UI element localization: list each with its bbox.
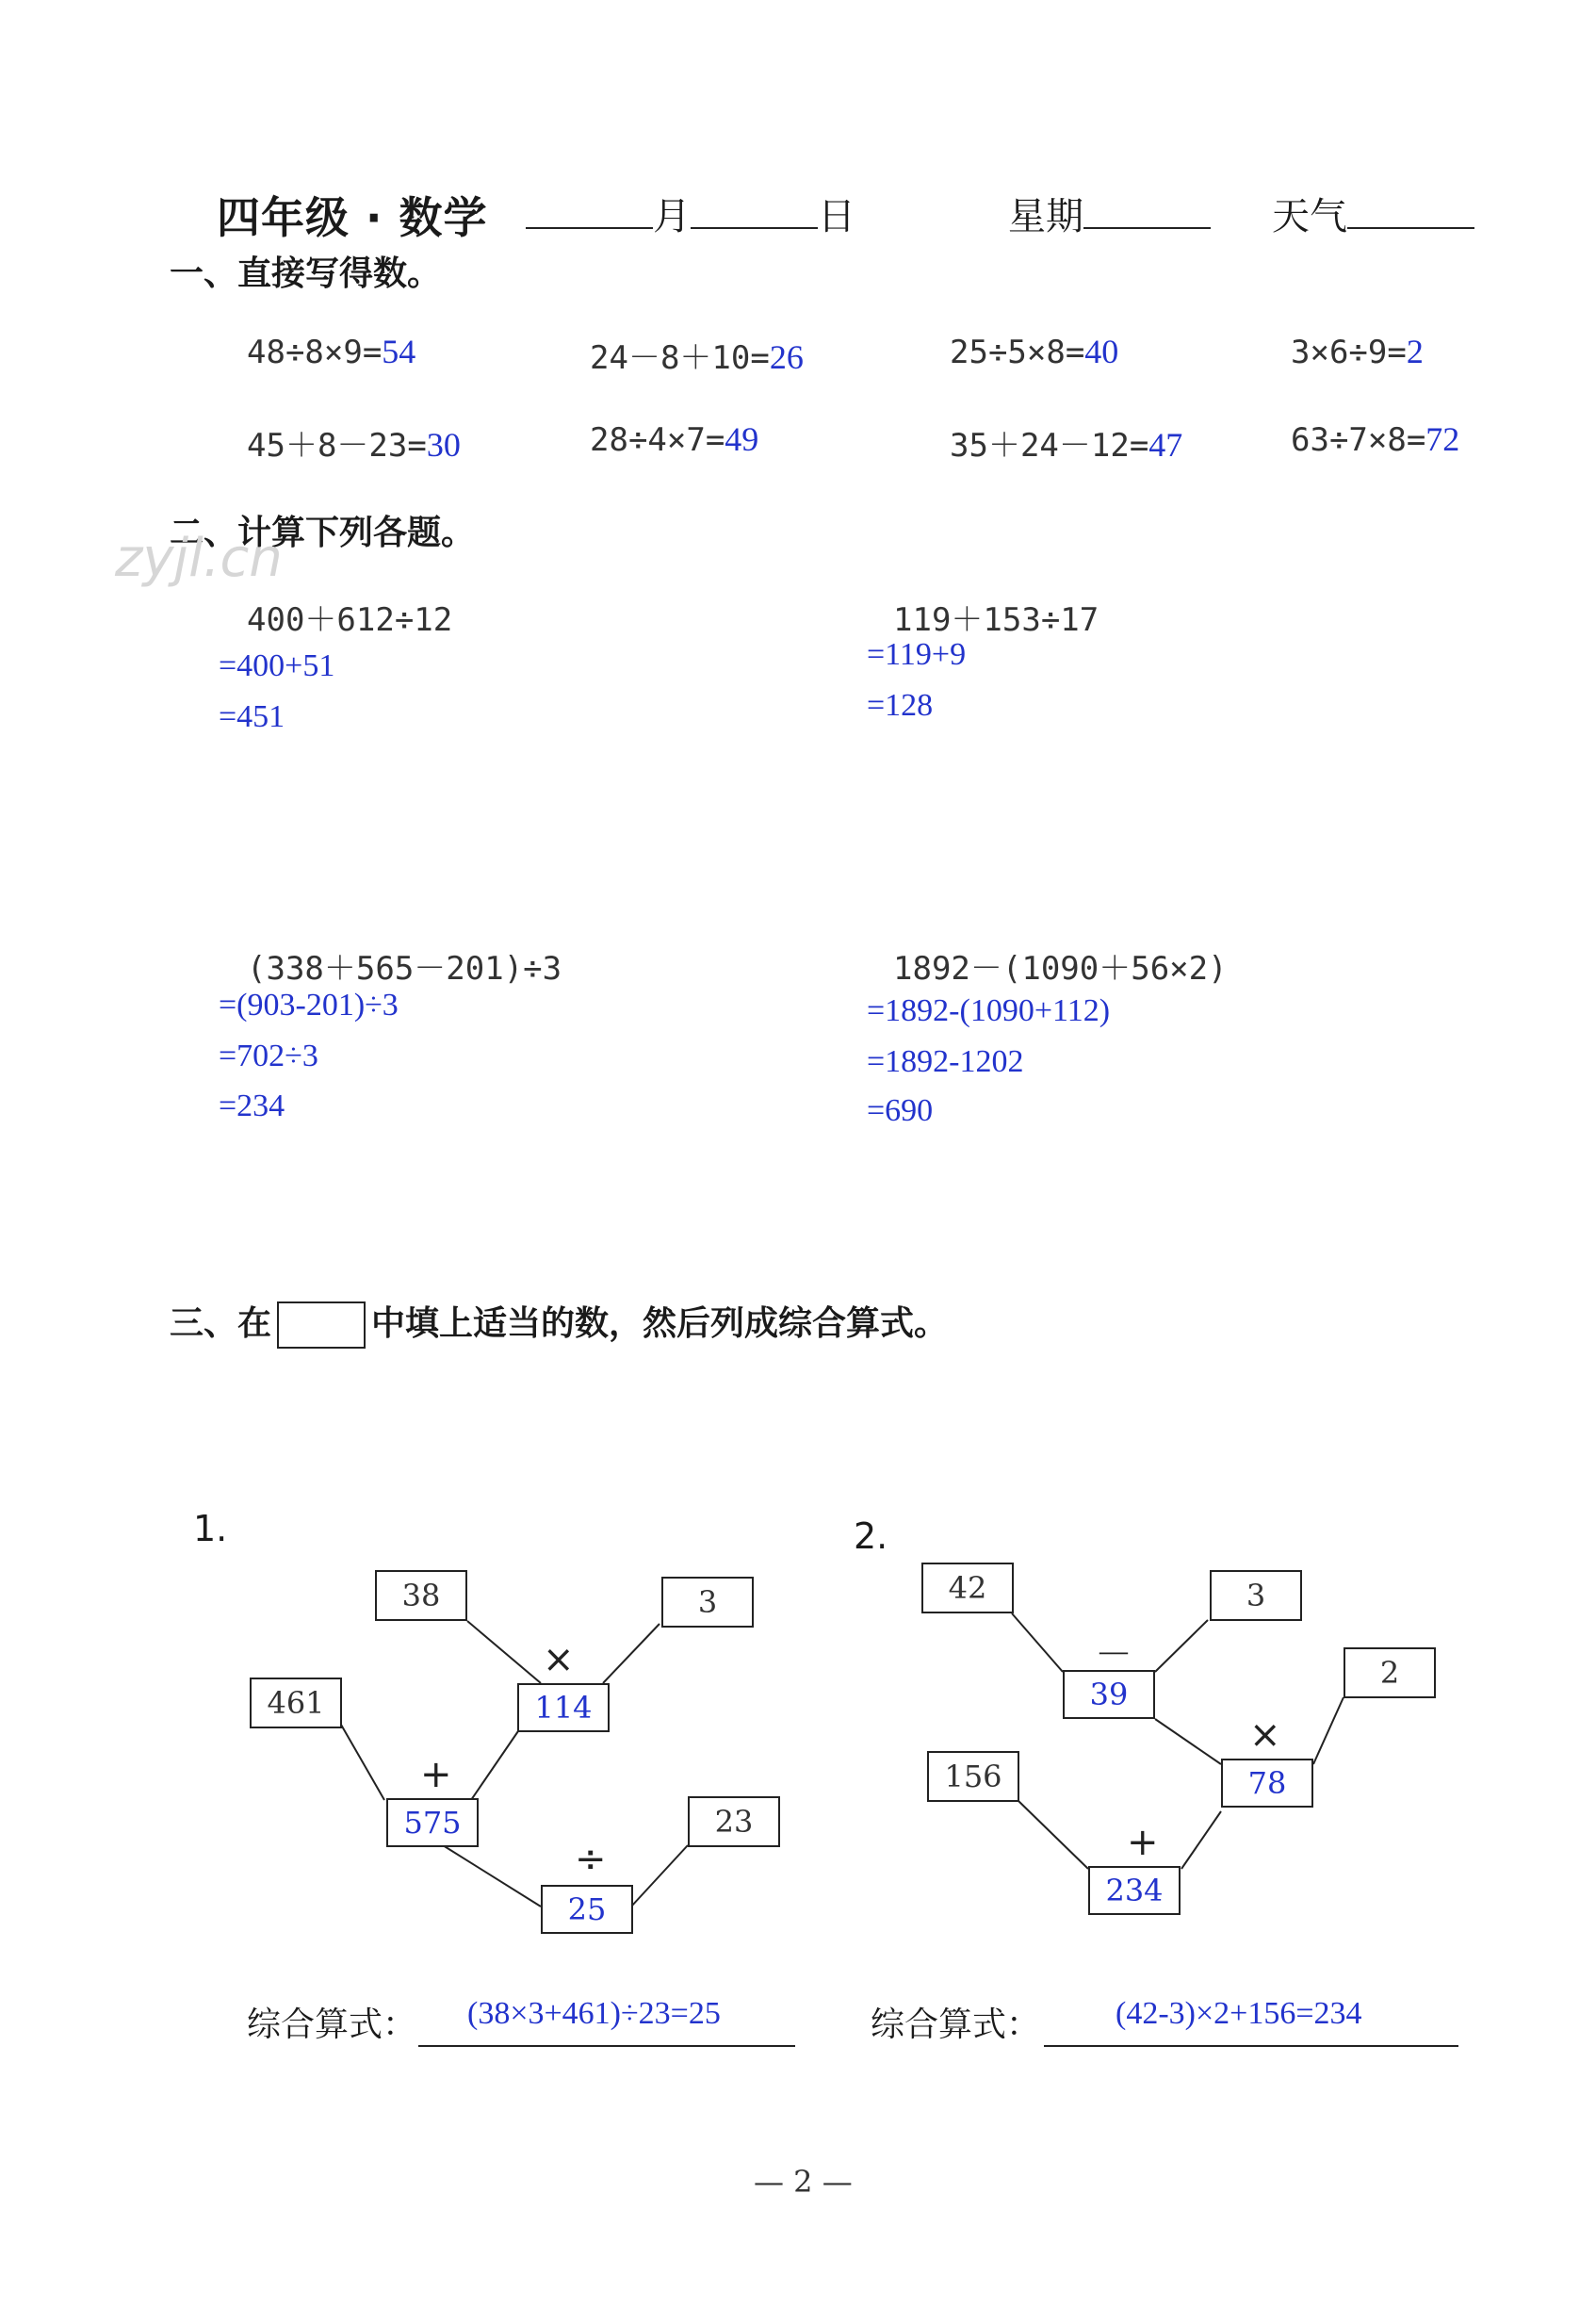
diagram2-answer-box[interactable]: 78 [1221, 1759, 1313, 1808]
oral-item: 48÷8×9=54 [247, 333, 416, 371]
minus-operator: － [1095, 1633, 1132, 1677]
calc-problem: 119＋153÷17 [893, 601, 1099, 639]
calc-step: =702÷3 [219, 1039, 318, 1073]
oral-item: 63÷7×8=72 [1291, 420, 1460, 459]
diagram2-given-box: 42 [921, 1563, 1014, 1613]
diagram2-formula[interactable]: (42-3)×2+156=234 [1116, 1996, 1362, 2031]
watermark: zyjl.cn [115, 528, 283, 589]
diagram1-given-box: 461 [250, 1678, 342, 1728]
plus-operator: + [1127, 1821, 1159, 1864]
diagram2-answer-box[interactable]: 234 [1088, 1866, 1181, 1915]
diagram1-answer-box[interactable]: 575 [386, 1798, 479, 1847]
diagram1-formula-label: 综合算式： [247, 2005, 417, 2044]
diagram1-given-box: 38 [375, 1570, 467, 1621]
diagram2-formula-label: 综合算式： [871, 2005, 1041, 2044]
calc-step: =119+9 [867, 637, 967, 672]
diagram1-formula-line [418, 2045, 795, 2047]
calc-step: =690 [867, 1093, 934, 1128]
calc-problem: (338＋565－201)÷3 [247, 950, 562, 988]
section1-heading: 一、直接写得数。 [170, 254, 442, 293]
weekday-label: 星期 [1008, 195, 1083, 238]
diagram2-given-box: 156 [927, 1751, 1019, 1802]
weather-label: 天气 [1272, 195, 1347, 238]
calc-step: =(903-201)÷3 [219, 988, 399, 1023]
diagram1-answer-box[interactable]: 114 [517, 1683, 610, 1732]
calc-step: =400+51 [219, 648, 335, 683]
diagram1-answer-box[interactable]: 25 [541, 1885, 633, 1934]
diagram2-answer-box[interactable]: 39 [1063, 1670, 1155, 1719]
page-title: 四年级 · 数学 [217, 192, 488, 243]
diagram1-formula[interactable]: (38×3+461)÷23=25 [467, 1996, 721, 2031]
section2-heading: 二、计算下列各题。 [170, 514, 476, 552]
oral-item: 3×6÷9=2 [1291, 333, 1424, 371]
oral-item: 45＋8－23=30 [247, 426, 461, 465]
diagram2-label: 2. [854, 1515, 888, 1557]
divide-operator: ÷ [575, 1838, 607, 1881]
diagram1-given-box: 3 [661, 1577, 754, 1628]
multiply-operator: × [1249, 1713, 1281, 1757]
calc-problem: 400＋612÷12 [247, 601, 453, 639]
diagram2-given-box: 2 [1344, 1647, 1436, 1698]
calc-step: =1892-(1090+112) [867, 993, 1111, 1028]
oral-item: 24－8＋10=26 [590, 338, 804, 377]
section3-heading: 三、在 中填上适当的数，然后列成综合算式。 [170, 1297, 948, 1349]
page-number: — 2 — [754, 2164, 853, 2200]
diagram2-given-box: 3 [1210, 1570, 1302, 1621]
calc-step: =234 [219, 1089, 285, 1123]
day-label: 日 [818, 195, 855, 238]
multiply-operator: × [543, 1638, 575, 1681]
diagram2-formula-line [1044, 2045, 1458, 2047]
oral-item: 28÷4×7=49 [590, 420, 759, 459]
calc-step: =1892-1202 [867, 1044, 1024, 1079]
oral-item: 35＋24－12=47 [950, 426, 1183, 465]
plus-operator: + [420, 1753, 452, 1796]
diagram1-given-box: 23 [688, 1796, 780, 1847]
diagram1-label: 1. [193, 1508, 228, 1549]
calc-problem: 1892－(1090＋56×2) [893, 950, 1228, 988]
calc-step: =451 [219, 699, 285, 734]
oral-item: 25÷5×8=40 [950, 333, 1119, 371]
month-label: 月 [653, 195, 691, 238]
calc-step: =128 [867, 688, 934, 723]
